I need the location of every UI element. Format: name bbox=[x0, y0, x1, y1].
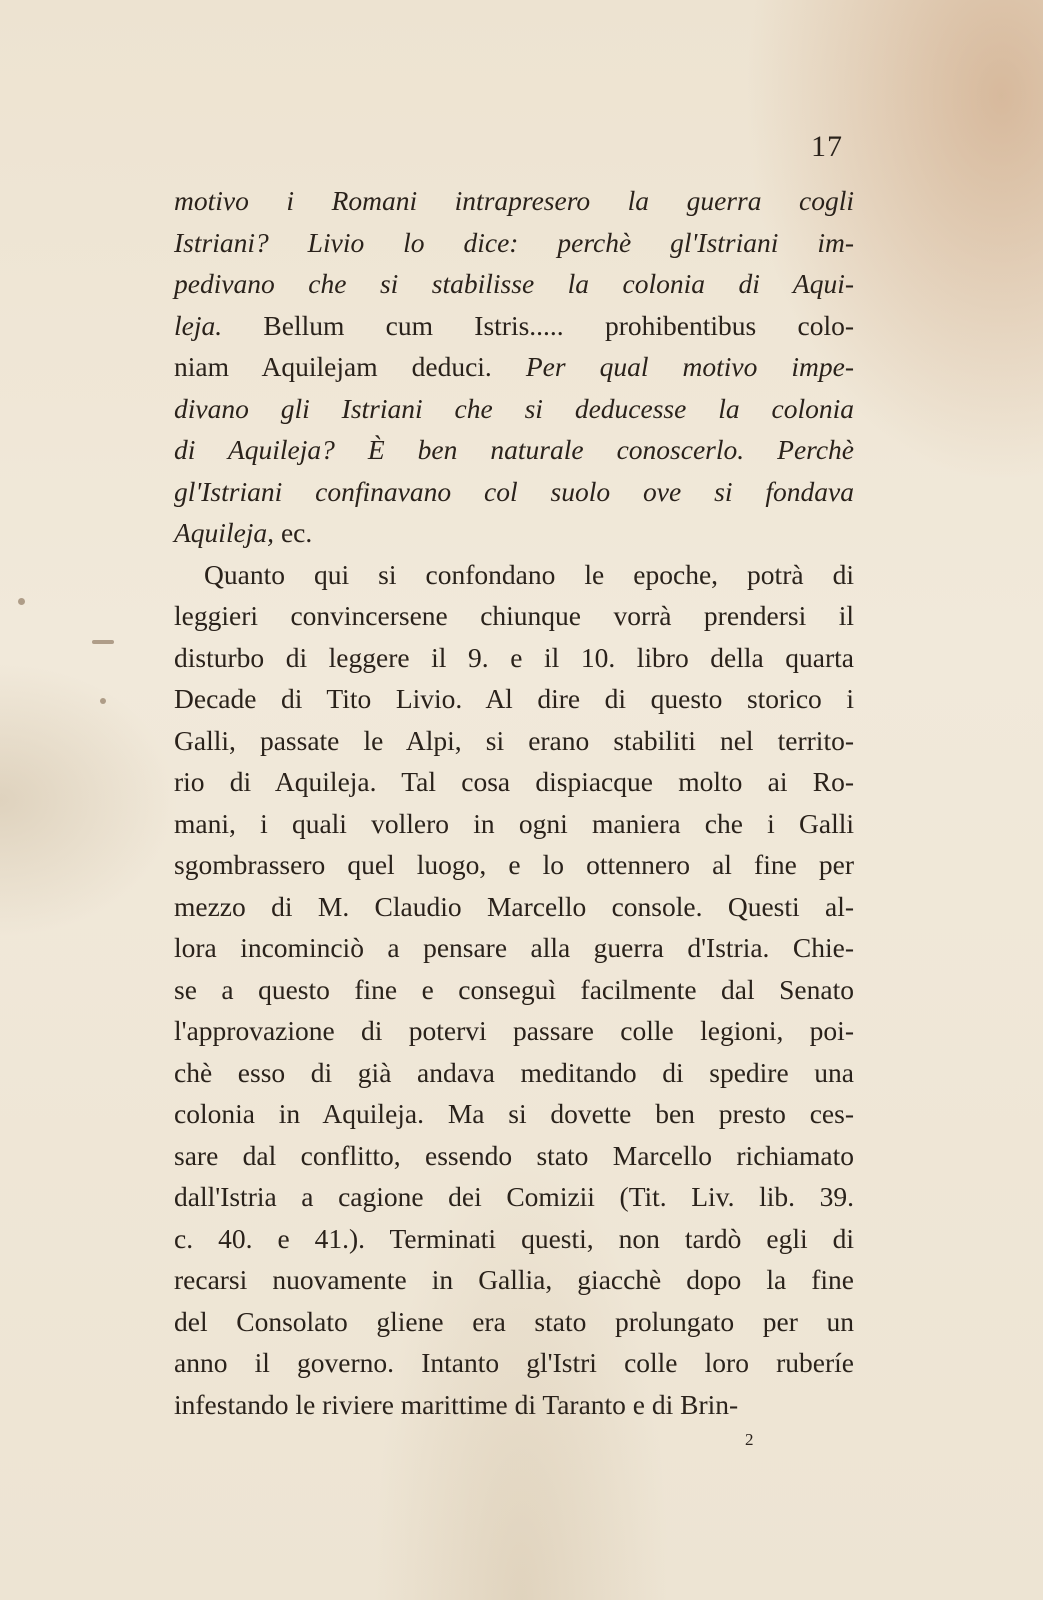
text-line: l'approvazione di potervi passare colle legioni, poi- bbox=[174, 1015, 854, 1046]
body-text bbox=[174, 180, 854, 1425]
text-line: dall'Istria a cagione dei Comizii (Tit. Liv. lib. 39. bbox=[174, 1181, 854, 1212]
signature-mark: 2 bbox=[745, 1430, 754, 1449]
text-line bbox=[174, 305, 854, 347]
text-line: gl'Istriani confinavano col suolo ove si fondava bbox=[174, 475, 854, 507]
text-line: mezzo di M. Claudio Marcello console. Questi al- bbox=[174, 890, 854, 922]
text-line: lora incominciò a pensare alla guerra d'Istria. Chie- bbox=[174, 932, 854, 963]
text-line: se a questo fine e conseguì facilmente dal Senato bbox=[174, 973, 854, 1005]
text-line: disturbo di leggere il 9. e il 10. libro della quarta bbox=[174, 641, 854, 673]
text-line bbox=[174, 346, 854, 388]
text-line: recarsi nuovamente in Gallia, giacchè dopo la fine bbox=[174, 1264, 854, 1295]
text-line: del Consolato gliene era stato prolungato per un bbox=[174, 1305, 854, 1337]
text-line: Istriani? Livio lo dice: perchè gl'Istriani im- bbox=[174, 226, 854, 258]
text-line: mani, i quali vollero in ogni maniera che i Galli bbox=[174, 807, 854, 839]
ink-spot bbox=[18, 598, 25, 605]
text-line: pedivano che si stabilisse la colonia di Aqui- bbox=[174, 268, 854, 299]
text-line: Quanto qui si confondano le epoche, potrà di bbox=[204, 558, 854, 590]
text-line: colonia in Aquileja. Ma si dovette ben presto ces- bbox=[174, 1098, 854, 1129]
text-line: rio di Aquileja. Tal cosa dispiacque molto ai Ro- bbox=[174, 766, 854, 797]
text-line: infestando le riviere marittime di Taranto e di Brin- bbox=[174, 1388, 739, 1420]
text-line: motivo i Romani intrapresero la guerra cogli bbox=[174, 185, 854, 216]
page-number: 17 bbox=[811, 130, 843, 163]
text-line: c. 40. e 41.). Terminati questi, non tardò egli di bbox=[174, 1222, 854, 1254]
roman-fragment: ec. bbox=[280, 517, 313, 548]
text-line: divano gli Istriani che si deducesse la colonia bbox=[174, 392, 854, 424]
italic-fragment: Per qual motivo impe- bbox=[525, 351, 855, 382]
ink-spot bbox=[100, 698, 106, 704]
ink-spot bbox=[92, 640, 114, 644]
text-line: anno il governo. Intanto gl'Istri colle loro ruberíe bbox=[174, 1347, 854, 1378]
text-line: sgombrassero quel luogo, e lo ottennero al fine per bbox=[174, 849, 854, 880]
italic-fragment: leja. bbox=[174, 309, 223, 341]
text-line: Decade di Tito Livio. Al dire di questo storico i bbox=[174, 683, 854, 714]
text-line: chè esso di già andava meditando di spedire una bbox=[174, 1056, 854, 1088]
text-line: leggieri convincersene chiunque vorrà prendersi il bbox=[174, 600, 854, 631]
text-line: sare dal conflitto, essendo stato Marcello richiamato bbox=[174, 1139, 854, 1171]
roman-fragment: Bellum cum Istris..... prohibentibus colo- bbox=[263, 309, 855, 341]
text-line: Galli, passate le Alpi, si erano stabiliti nel territo- bbox=[174, 724, 854, 756]
text-line: di Aquileja? È ben naturale conoscerlo. Perchè bbox=[174, 434, 854, 465]
italic-fragment: Aquileja, bbox=[174, 517, 275, 548]
text-line bbox=[174, 512, 854, 554]
roman-fragment: niam Aquilejam deduci. bbox=[174, 351, 492, 382]
